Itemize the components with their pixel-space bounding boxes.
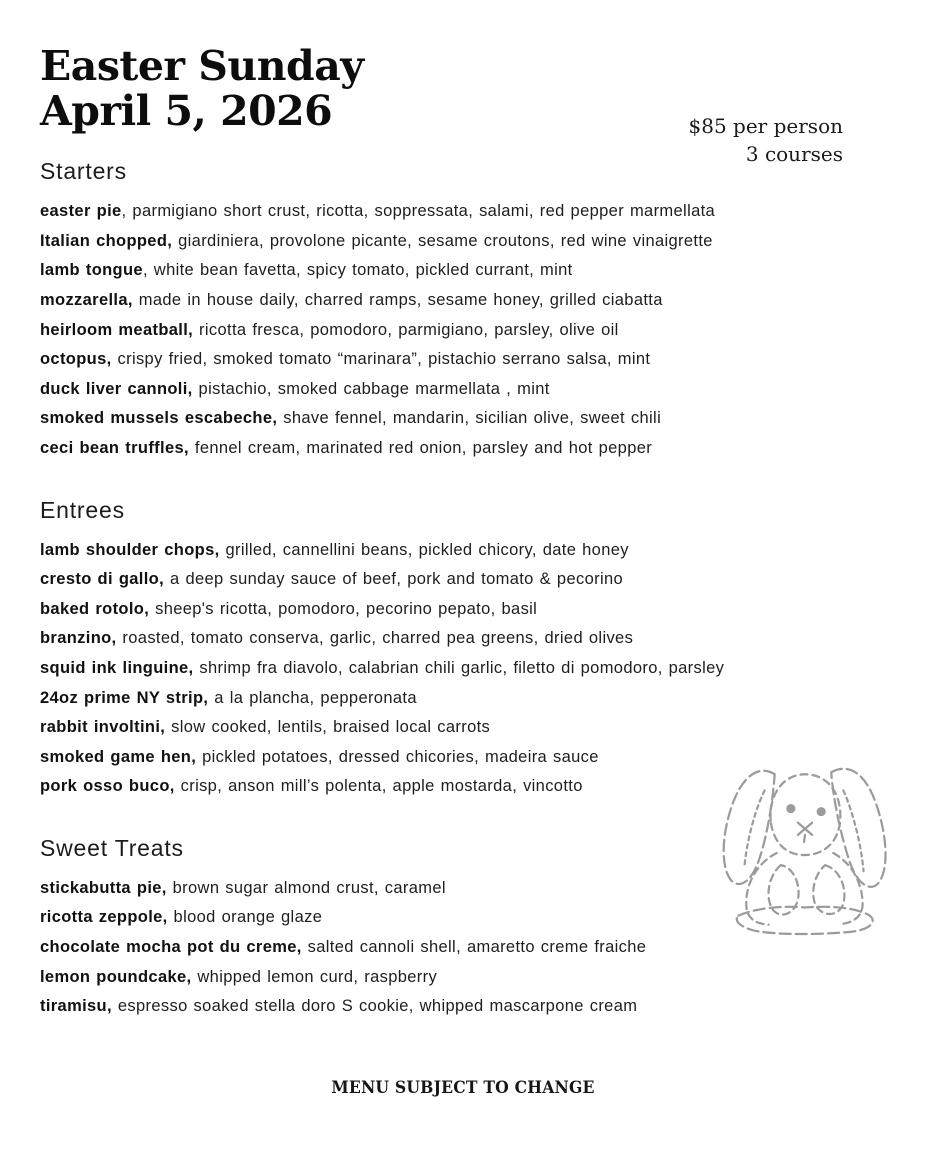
item-desc: , white bean favetta, spicy tomato, pickled currant, mint <box>142 261 573 280</box>
item-desc: blood orange glaze <box>167 908 323 927</box>
menu-item <box>40 565 886 595</box>
item-name: ceci bean truffles, <box>40 438 189 457</box>
menu-item <box>40 595 886 625</box>
menu-item <box>40 286 886 316</box>
menu-item <box>40 434 886 464</box>
item-desc: salted cannoli shell, amaretto creme fraiche <box>301 938 647 957</box>
item-desc: crisp, anson mill’s polenta, apple mostarda, vincotto <box>174 777 583 796</box>
menu-item-list <box>40 197 886 463</box>
item-name: heirloom meatball, <box>40 320 194 339</box>
item-desc: roasted, tomato conserva, garlic, charred pea greens, dried olives <box>116 629 634 648</box>
menu-header <box>40 42 886 166</box>
item-name: Italian chopped, <box>40 231 173 250</box>
item-name: lamb tongue <box>40 261 143 280</box>
item-desc: brown sugar almond crust, caramel <box>166 878 446 897</box>
courses-count: 3 courses <box>745 142 843 166</box>
item-name: ricotta zeppole, <box>40 908 168 927</box>
item-desc: crispy fried, smoked tomato “marinara”, pistachio serrano salsa, mint <box>111 350 651 369</box>
section-heading: Entrees <box>40 496 125 523</box>
item-name: mozzarella, <box>40 290 133 309</box>
section-heading: Sweet Treats <box>40 834 184 861</box>
item-desc: giardiniera, provolone picante, sesame croutons, red wine vinaigrette <box>172 231 713 250</box>
menu-item <box>40 345 886 375</box>
item-desc: grilled, cannellini beans, pickled chicory, date honey <box>219 540 629 559</box>
item-desc: a deep sunday sauce of beef, pork and tomato & pecorino <box>164 570 624 589</box>
item-name: smoked mussels escabeche, <box>40 409 278 428</box>
item-name: easter pie <box>40 202 122 221</box>
item-desc: slow cooked, lentils, braised local carrots <box>165 718 491 737</box>
title-line-2: April 5, 2026 <box>40 87 333 136</box>
item-desc: ricotta fresca, pomodoro, parmigiano, parsley, olive oil <box>193 320 619 339</box>
item-desc: shave fennel, mandarin, sicilian olive, sweet chili <box>277 409 662 428</box>
item-name: duck liver cannoli, <box>40 379 193 398</box>
menu-item <box>40 227 886 257</box>
item-name: chocolate mocha pot du creme, <box>40 938 302 957</box>
item-name: squid ink linguine, <box>40 658 194 677</box>
item-name: baked rotolo, <box>40 599 150 618</box>
item-desc: espresso soaked stella doro S cookie, whipped mascarpone cream <box>111 997 638 1016</box>
menu-item <box>40 713 886 743</box>
menu-section <box>40 158 886 463</box>
menu-item <box>40 963 886 993</box>
item-desc: made in house daily, charred ramps, sesame honey, grilled ciabatta <box>132 290 663 309</box>
item-name: smoked game hen, <box>40 747 197 766</box>
item-name: tiramisu, <box>40 997 112 1016</box>
item-name: lamb shoulder chops, <box>40 540 220 559</box>
menu-item <box>40 536 886 566</box>
item-name: octopus, <box>40 350 112 369</box>
bunny-sketch-illustration <box>698 756 912 946</box>
item-name: branzino, <box>40 629 117 648</box>
menu-item <box>40 624 886 654</box>
title-line-1: Easter Sunday <box>40 42 364 90</box>
item-desc: pickled potatoes, dressed chicories, madeira sauce <box>196 747 599 766</box>
item-desc: , parmigiano short crust, ricotta, soppressata, salami, red pepper marmellata <box>121 202 716 221</box>
item-name: 24oz prime NY strip, <box>40 688 209 707</box>
menu-item <box>40 197 886 227</box>
menu-item <box>40 375 886 405</box>
menu-item <box>40 404 886 434</box>
item-name: stickabutta pie, <box>40 878 167 897</box>
menu-item <box>40 684 886 714</box>
menu-item <box>40 316 886 346</box>
item-desc: whipped lemon curd, raspberry <box>191 967 438 986</box>
item-desc: fennel cream, marinated red onion, parsley and hot pepper <box>188 438 653 457</box>
price-block <box>689 112 843 168</box>
item-name: cresto di gallo, <box>40 570 165 589</box>
menu-item <box>40 992 886 1022</box>
item-desc: sheep's ricotta, pomodoro, pecorino pepato, basil <box>149 599 538 618</box>
menu-item <box>40 654 886 684</box>
item-name: rabbit involtini, <box>40 718 166 737</box>
item-desc: a la plancha, pepperonata <box>208 688 417 707</box>
price-per-person: $85 per person <box>688 114 843 138</box>
section-heading: Starters <box>40 158 127 185</box>
menu-item <box>40 256 886 286</box>
item-name: pork osso buco, <box>40 777 175 796</box>
item-desc: shrimp fra diavolo, calabrian chili garlic, filetto di pomodoro, parsley <box>193 658 725 677</box>
item-desc: pistachio, smoked cabbage marmellata , mint <box>192 379 550 398</box>
footer-note: MENU SUBJECT TO CHANGE <box>331 1078 595 1098</box>
item-name: lemon poundcake, <box>40 967 192 986</box>
